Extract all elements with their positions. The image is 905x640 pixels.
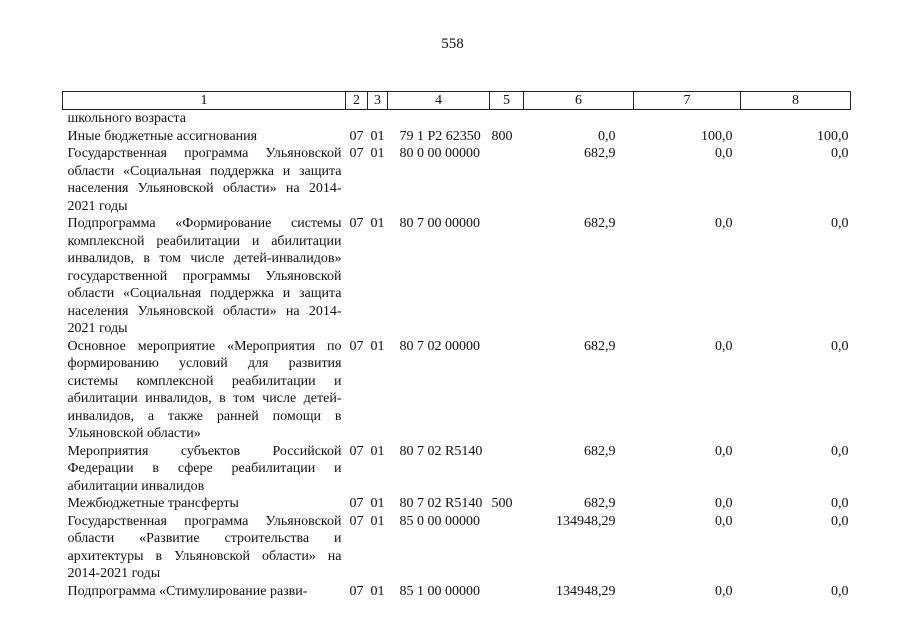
row-subsection: 01 [370, 496, 385, 511]
row-target-code: 80 7 02 R5140 [399, 443, 483, 459]
row-subsection: 01 [370, 443, 385, 459]
row-subsection [368, 110, 388, 128]
row-name: школьного возраста [67, 111, 186, 126]
row-expense-type [490, 583, 524, 601]
header-col-6: 6 [524, 92, 634, 110]
row-value-7: 0,0 [715, 583, 733, 599]
row-value-7: 0,0 [715, 338, 733, 354]
row-section: 07 [349, 443, 364, 459]
row-section [346, 110, 368, 128]
row-name: Государственная программа Ульяновской области «Социальная поддержка и защита населения Ульяновской области» на 2014-2021 годы [67, 146, 342, 214]
page-number: 558 [441, 36, 464, 52]
row-target-code: 79 1 P2 62350 [399, 128, 481, 144]
row-target-code: 80 0 00 00000 [399, 146, 480, 161]
table-row [63, 513, 851, 583]
row-value-6: 682,9 [584, 146, 616, 161]
row-value-8: 0,0 [831, 513, 849, 529]
row-name: Государственная программа Ульяновской области «Развитие строительства и архитектуры в Ульяновской области» на 2014-2021 годы [67, 513, 342, 581]
row-value-6: 134948,29 [556, 513, 616, 529]
row-target-code [388, 110, 490, 128]
row-expense-type: 800 [491, 128, 513, 144]
table-body [63, 110, 851, 601]
row-value-8: 0,0 [831, 583, 849, 599]
row-name: Иные бюджетные ассигнования [67, 128, 258, 144]
row-value-6: 682,9 [584, 496, 616, 511]
row-target-code: 80 7 02 R5140 [399, 496, 483, 511]
row-value-6: 134948,29 [556, 583, 616, 599]
header-col-8: 8 [741, 92, 851, 110]
row-expense-type [490, 513, 524, 583]
row-value-7: 0,0 [715, 216, 733, 231]
row-target-code: 80 7 00 00000 [399, 216, 480, 231]
row-section: 07 [349, 128, 364, 144]
row-expense-type [490, 110, 524, 128]
row-expense-type [490, 338, 524, 443]
row-target-code: 85 1 00 00000 [399, 583, 480, 599]
row-name: Подпрограмма «Стимулирование разви- [67, 583, 308, 599]
row-value-8: 0,0 [831, 338, 849, 354]
row-value-6: 682,9 [584, 338, 616, 354]
row-subsection: 01 [370, 128, 385, 144]
row-subsection: 01 [370, 583, 385, 599]
row-value-6: 0,0 [598, 128, 616, 144]
header-col-2: 2 [346, 92, 368, 110]
budget-table [62, 91, 851, 600]
table-row [63, 128, 851, 146]
row-section: 07 [349, 513, 364, 529]
table-row [63, 338, 851, 443]
row-section: 07 [349, 338, 364, 354]
row-expense-type [490, 443, 524, 496]
row-value-8: 0,0 [831, 216, 849, 231]
table-row [63, 583, 851, 601]
row-value-7 [634, 110, 741, 128]
header-col-3: 3 [368, 92, 388, 110]
row-section: 07 [349, 146, 364, 161]
row-value-8: 0,0 [831, 146, 849, 161]
header-col-4: 4 [388, 92, 490, 110]
row-section: 07 [349, 216, 364, 231]
row-target-code: 85 0 00 00000 [399, 513, 480, 529]
row-value-8: 0,0 [831, 496, 849, 511]
row-value-7: 0,0 [715, 513, 733, 529]
row-name: Основное мероприятие «Мероприятия по формированию условий для развития системы комплексной реабилитации и абилитации инвалидов, в том числе детей-инвалидов, а также ранней помощи в Ульяновской области» [67, 338, 342, 441]
header-col-1: 1 [63, 92, 346, 110]
row-name: Межбюджетные трансферты [67, 496, 239, 511]
table-row [63, 110, 851, 128]
row-value-7: 0,0 [715, 496, 733, 511]
row-name: Мероприятия субъектов Российской Федерации в сфере реабилитации и абилитации инвалидов [67, 443, 342, 494]
row-name: Подпрограмма «Формирование системы комплексной реабилитации и абилитации инвалидов, в том числе детей-инвалидов» государственной программы Ульяновской области «Социальная поддержка и защита населения Ульяновской области» на 2014-2021 годы [67, 216, 342, 336]
row-expense-type [490, 145, 524, 215]
row-value-6 [524, 110, 634, 128]
row-value-6: 682,9 [584, 216, 616, 231]
row-value-8 [741, 110, 851, 128]
row-section: 07 [349, 496, 364, 511]
row-value-7: 0,0 [715, 146, 733, 161]
row-target-code: 80 7 02 00000 [399, 338, 480, 354]
row-subsection: 01 [370, 216, 385, 231]
row-subsection: 01 [370, 513, 385, 529]
row-value-7: 0,0 [715, 443, 733, 459]
row-section: 07 [349, 583, 364, 599]
header-col-5: 5 [490, 92, 524, 110]
table-row [63, 145, 851, 215]
row-value-8: 0,0 [831, 443, 849, 459]
header-col-7: 7 [634, 92, 741, 110]
header-row [63, 92, 851, 110]
table-row [63, 443, 851, 496]
budget-table-container [62, 91, 850, 600]
table-row [63, 495, 851, 513]
row-subsection: 01 [370, 338, 385, 354]
table-row [63, 215, 851, 338]
table-header [63, 92, 851, 110]
row-expense-type [490, 215, 524, 338]
row-expense-type: 500 [491, 496, 513, 511]
row-subsection: 01 [370, 146, 385, 161]
row-value-8: 100,0 [817, 128, 849, 144]
row-value-6: 682,9 [584, 443, 616, 459]
row-value-7: 100,0 [701, 128, 733, 144]
